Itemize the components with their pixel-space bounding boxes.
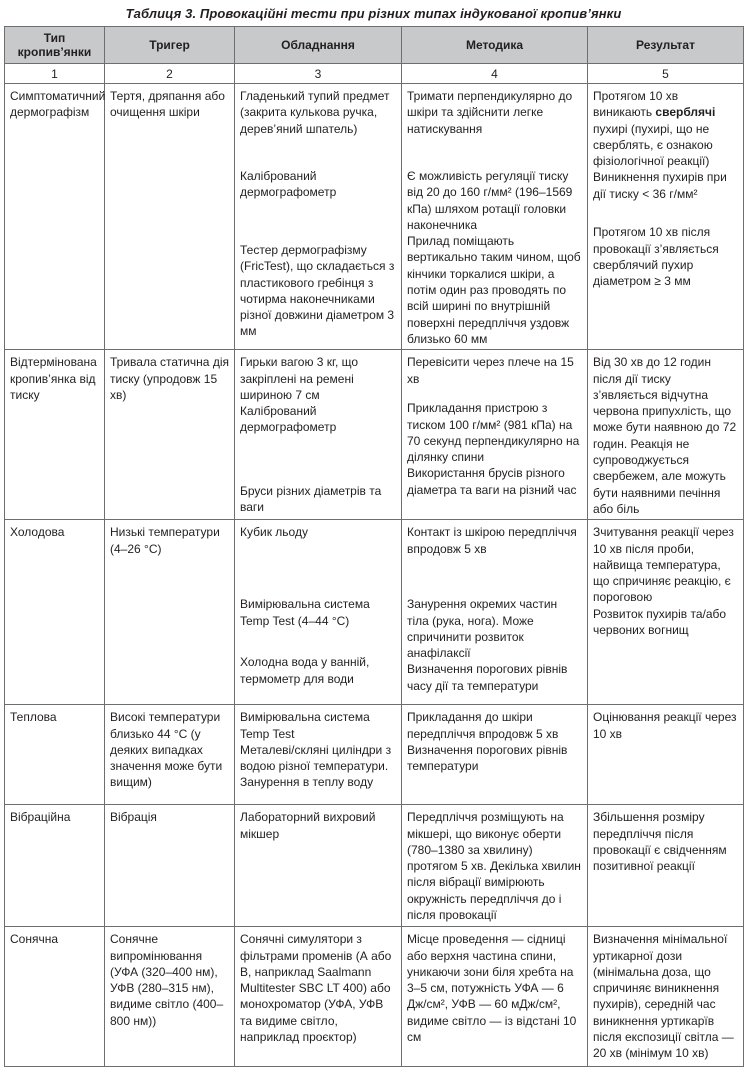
cell-trigger: Високі температури близько 44 °C (у деяких випадках значення може бути вищим) bbox=[105, 705, 235, 805]
equipment-item: Вимірювальна система Temp Test bbox=[240, 710, 370, 741]
method-item: Є можливість регуляції тиску від 20 до 160 г/мм² (196–1569 кПа) шляхом ротації головки наконечника bbox=[407, 169, 573, 232]
cell-equipment bbox=[235, 705, 402, 805]
cell-equipment bbox=[235, 84, 402, 350]
cell-method bbox=[402, 520, 588, 705]
equipment-item: Тестер дермографізму (FricTest), що складається з пластикового гребінця з чотирма наконечниками різної довжини діаметром 3 мм bbox=[240, 243, 395, 339]
method-item: Використання брусів різного діаметра та ваги на різний час bbox=[407, 466, 577, 497]
cell-result: Від 30 хв до 12 годин після дії тиску з’являється відчутна червона припухлість, що може бути наявною до 72 годин. Реакція не супроводжується свербежем, але можуть бути наявними печіння або біль bbox=[588, 350, 744, 520]
column-number-row bbox=[5, 64, 744, 84]
table-row bbox=[5, 520, 744, 705]
cell-trigger: Низькі температури (4–26 °C) bbox=[105, 520, 235, 705]
cell-equipment bbox=[235, 520, 402, 705]
result-item: Виникнення пухирів при дії тиску < 36 г/мм² bbox=[593, 170, 727, 201]
column-number: 2 bbox=[105, 64, 235, 84]
header-trigger: Тригер bbox=[105, 27, 235, 64]
equipment-item: Бруси різних діаметрів та ваги bbox=[240, 484, 382, 515]
method-item: Визначення порогових рівнів температури bbox=[407, 742, 568, 774]
cell-method: Місце проведення — сідниці або верхня частина спини, уникаючи зони біля хребта на 3–5 см, потужність УФА — 6 Дж/см², УФВ — 60 мДж/см², видиме світло — із відстані 10 см bbox=[402, 927, 588, 1067]
result-item: Розвиток пухирів та/або червоних вогнищ bbox=[593, 606, 727, 638]
equipment-item: Калібрований дермографометр bbox=[240, 169, 337, 200]
header-result: Результат bbox=[588, 27, 744, 64]
cell-method bbox=[402, 350, 588, 520]
equipment-item: Вимірювальна система Temp Test (4–44 °C) bbox=[240, 597, 370, 628]
cell-result: Визначення мінімальної уртикарної дози (мінімальна доза, що спричиняє виникнення пухирів), середній час виникнення уртикарїв після експозиції світла — 20 хв (мінімум 10 хв) bbox=[588, 927, 744, 1067]
cell-method bbox=[402, 705, 588, 805]
equipment-item: Гирьки вагою 3 кг, що закріплені на ремені шириною 7 см bbox=[240, 355, 359, 402]
cell-type: Сонячна bbox=[5, 927, 105, 1067]
cell-equipment: Лабораторний вихровий мікшер bbox=[235, 805, 402, 927]
column-number: 5 bbox=[588, 64, 744, 84]
provocation-tests-table bbox=[4, 26, 744, 1067]
cell-trigger: Сонячне випромінювання (УФА (320–400 нм), УФВ (280–315 нм), видиме світло (400–800 нм)) bbox=[105, 927, 235, 1067]
header-method: Методика bbox=[402, 27, 588, 64]
cell-trigger: Вібрація bbox=[105, 805, 235, 927]
result-item: Протягом 10 хв після провокації з’являється сверблячий пухир діаметром ≥ 3 мм bbox=[593, 225, 719, 289]
header-equipment: Обладнання bbox=[235, 27, 402, 64]
method-item: Прилад поміщають вертикально таким чином, щоб кінчики торкалися шкіри, а потім один раз проводять по всій ширині по внутрішній поверхні передпліччя уздовж близько 60 мм bbox=[407, 234, 581, 346]
cell-method: Передпліччя розміщують на мікшері, що виконує оберти (780–1380 за хвилину) протягом 5 хв. Декілька хвилин після вібрації вимірюють окружність передпліччя до і після провокації bbox=[402, 805, 588, 927]
column-number: 1 bbox=[5, 64, 105, 84]
equipment-item: Металеві/скляні циліндри з водою різної температури. Занурення в теплу воду bbox=[240, 742, 392, 790]
column-number: 4 bbox=[402, 64, 588, 84]
table-row bbox=[5, 84, 744, 350]
equipment-item: Гладенький тупий предмет (закрита кулькова ручка, дерев’яний шпатель) bbox=[240, 89, 390, 136]
cell-type: Теплова bbox=[5, 705, 105, 805]
method-item: Занурення окремих частин тіла (рука, нога). Може спричинити розвиток анафілаксії bbox=[407, 597, 558, 661]
method-item: Прикладання до шкіри передпліччя впродовж 5 хв bbox=[407, 710, 559, 741]
cell-result: Збільшення розміру передпліччя після провокації є свідченням позитивної реакції bbox=[588, 805, 744, 927]
cell-equipment: Сонячні симулятори з фільтрами променів (А або В, наприклад Saalmann Multitester SBC LT 400) або монохроматор (УФА, УФВ та видиме світло, наприклад проєктор) bbox=[235, 927, 402, 1067]
cell-type: Вібраційна bbox=[5, 805, 105, 927]
table-row bbox=[5, 350, 744, 520]
cell-equipment bbox=[235, 350, 402, 520]
equipment-item: Кубик льоду bbox=[240, 525, 308, 540]
cell-result bbox=[588, 84, 744, 350]
header-row bbox=[5, 27, 744, 64]
equipment-item: Холодна вода у ванній, термометр для води bbox=[240, 655, 370, 686]
cell-method bbox=[402, 84, 588, 350]
equipment-item: Калібрований дермографометр bbox=[240, 404, 337, 435]
cell-type: Симптоматичний дермографізм bbox=[5, 84, 105, 350]
result-item: Протягом 10 хв виникають сверблячі пухирі (пухирі, що не сверблять, є ознакою фізіологічної реакції) bbox=[593, 89, 716, 169]
method-item: Контакт із шкірою передпліччя впродовж 5 хв bbox=[407, 525, 577, 556]
table-row bbox=[5, 927, 744, 1067]
table-row bbox=[5, 705, 744, 805]
method-item: Прикладання пристрою з тиском 100 г/мм² (981 кПа) на 70 секунд перпендикулярно на ділянку спини bbox=[407, 401, 580, 465]
cell-trigger: Тертя, дряпання або очищення шкіри bbox=[105, 84, 235, 350]
cell-result: Оцінювання реакції через 10 хв bbox=[588, 705, 744, 805]
cell-trigger: Тривала статична дія тиску (упродовж 15 хв) bbox=[105, 350, 235, 520]
table-caption: Таблиця 3. Провокаційні тести при різних типах індукованої кропив’янки bbox=[125, 6, 622, 21]
method-item: Визначення порогових рівнів часу дії та температури bbox=[407, 662, 568, 693]
cell-result bbox=[588, 520, 744, 705]
result-item: Зчитування реакції через 10 хв після проби, найвища температура, що спричиняє реакцію, є пороговою bbox=[593, 525, 734, 605]
method-item: Перевісити через плече на 15 хв bbox=[407, 355, 574, 386]
table-row bbox=[5, 805, 744, 927]
column-number: 3 bbox=[235, 64, 402, 84]
header-type: Тип кропив’янки bbox=[5, 27, 105, 64]
cell-type: Відтермінована кропив’янка від тиску bbox=[5, 350, 105, 520]
method-item: Тримати перпендикулярно до шкіри та здійснити легке натискування bbox=[407, 89, 573, 136]
cell-type: Холодова bbox=[5, 520, 105, 705]
